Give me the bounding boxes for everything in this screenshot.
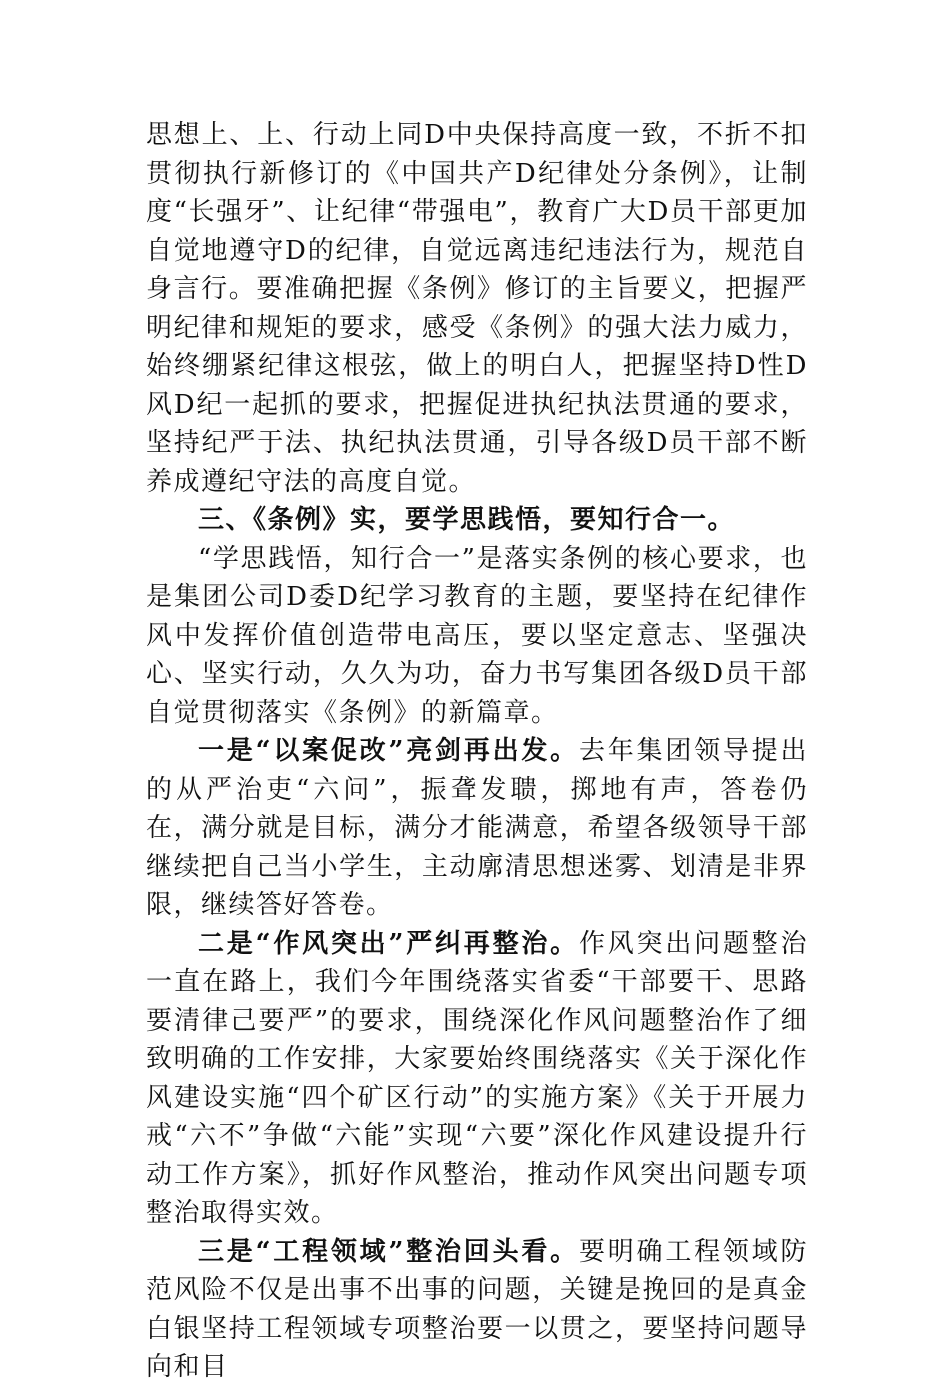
- paragraph-lead: 三是“工程领域”整治回头看。: [198, 1236, 579, 1267]
- paragraph-lead: 一是“以案促改”亮剑再出发。: [198, 736, 579, 766]
- paragraph-text: 思想上、上、行动上同D中央保持高度一致，不折不扣贯彻执行新修订的《中国共产D纪律处分条例》，让制度“长强牙”、让纪律“带强电”，教育广大D员干部更加自觉地遵守D的纪律，自觉远离违纪违法行为，规范自身言行。要准确把握《条例》修订的主旨要义，把握严明纪律和规矩的要求，感受《条例》的强大法力威力，始终绷紧纪律这根弦，做上的明白人，把握坚持D性D风D纪一起抓的要求，把握促进执纪执法贯通的要求，坚持纪严于法、执纪执法贯通，引导各级D员干部不断养成遵纪守法的高度自觉。: [146, 120, 808, 497]
- paragraph-text: 要明确工程领域防范风险不仅是出事不出事的问题，关键是挽回的是真金白银坚持工程领域专项整治要一以贯之，要坚持问题导向和目: [146, 1236, 808, 1382]
- paragraph-core-requirement: [146, 540, 808, 733]
- paragraph-point-one: [146, 732, 808, 925]
- heading-text: 三、《条例》实，要学思践悟，要知行合一。: [198, 505, 736, 535]
- paragraph-text: 去年集团领导提出的从严治吏“六问”，振聋发聩，掷地有声，答卷仍在，满分就是目标，满分才能满意，希望各级领导干部继续把自己当小学生，主动廓清思想迷雾、划清是非界限，继续答好答卷。: [146, 736, 808, 920]
- paragraph-discipline-requirements: [146, 116, 808, 501]
- paragraph-point-two: [146, 925, 808, 1233]
- document-page: [146, 116, 808, 1387]
- paragraph-point-three: [146, 1233, 808, 1387]
- paragraph-text: “学思践悟，知行合一”是落实条例的核心要求，也是集团公司D委D纪学习教育的主题，要坚持在纪律作风中发挥价值创造带电高压，要以坚定意志、坚强决心、坚实行动，久久为功，奋力书写集团各级D员干部自觉贯彻落实《条例》的新篇章。: [146, 543, 808, 728]
- paragraph-text: 作风突出问题整治一直在路上，我们今年围绕落实省委“干部要干、思路要清律己要严”的要求，围绕深化作风问题整治作了细致明确的工作安排，大家要始终围绕落实《关于深化作风建设实施“四个矿区行动”的实施方案》《关于开展力戒“六不”争做“六能”实现“六要”深化作风建设提升行动工作方案》，抓好作风整治，推动作风突出问题专项整治取得实效。: [146, 928, 808, 1228]
- section-heading-three: [146, 501, 808, 540]
- paragraph-lead: 二是“作风突出”严纠再整治。: [198, 928, 579, 959]
